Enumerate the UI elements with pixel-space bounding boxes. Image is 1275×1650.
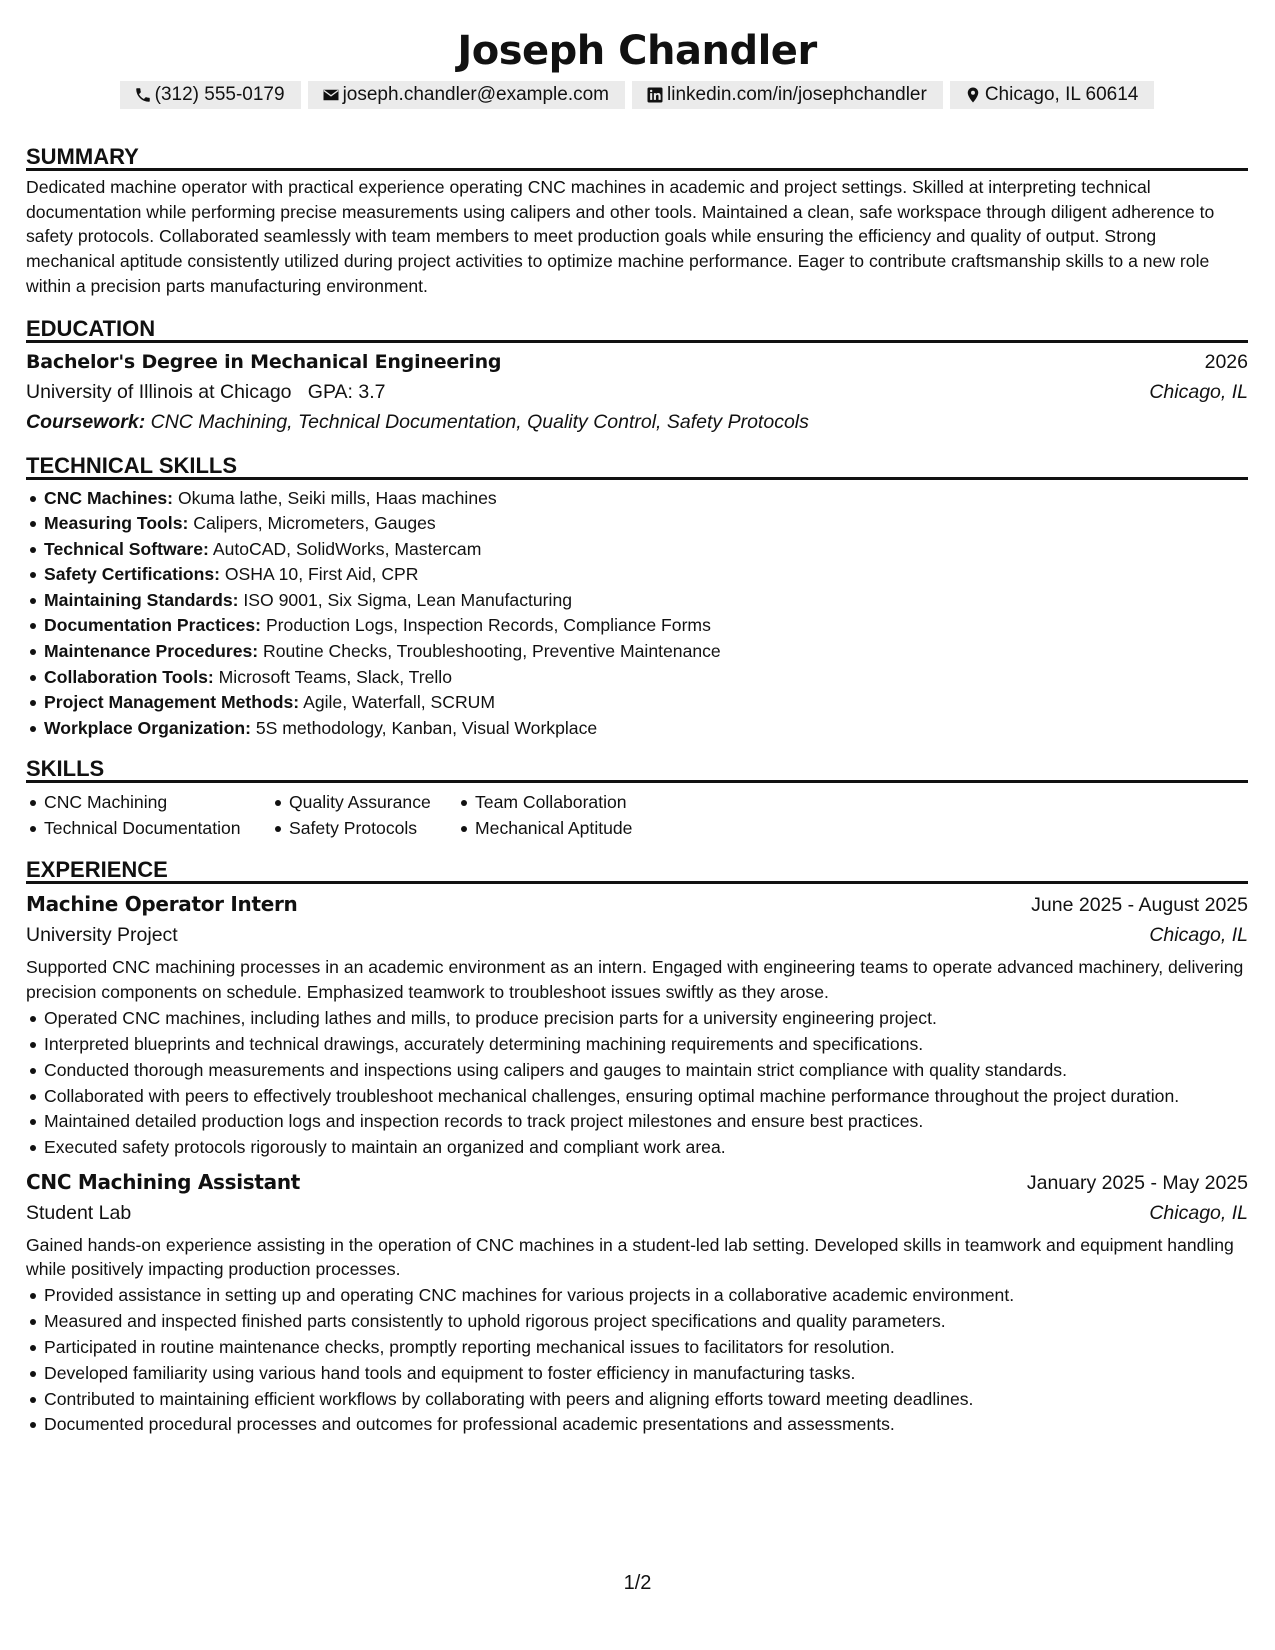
section-title-education: EDUCATION [26,314,1248,343]
resume-page [26,0,1248,1438]
list-item [26,716,1248,742]
summary-text: Dedicated machine operator with practical experience operating CNC machines in academic and project settings. Skilled at interpreting technical documentation while performing precise measurements using calipers and other tools. Maintained a clean, safe workspace through diligent adherence to safety protocols. Collaborated seamlessly with team members to meet production goals while ensuring the efficiency and quality of output. Strong mechanical aptitude consistently utilized during project activities to optimize machine performance. Eager to contribute craftsmanship skills to a new role within a precision parts manufacturing environment. [26,177,1215,296]
list-item [26,690,1248,716]
gpa: GPA: 3.7 [307,380,386,403]
list-item [26,588,1248,614]
job-org: Student Lab [26,1201,132,1224]
contact-phone[interactable] [120,81,301,109]
skill-value: ISO 9001, Six Sigma, Lean Manufacturing [243,589,573,610]
list-item: Interpreted blueprints and technical drawings, accurately determining machining requirements and specifications. [26,1032,1248,1056]
job-dates: January 2025 - May 2025 [1026,1171,1248,1194]
candidate-name: Joseph Chandler [457,28,817,74]
linkedin-text: linkedin.com/in/josephchandler [667,84,927,105]
section-title-technical-skills: TECHNICAL SKILLS [26,451,1248,480]
skill-label: Maintenance Procedures: [44,641,259,662]
skills-column [26,789,271,841]
job-bullets [26,1006,1248,1160]
skill-value: Okuma lathe, Seiki mills, Haas machines [177,487,497,508]
email-text: joseph.chandler@example.com [342,84,609,105]
email-icon [322,86,340,104]
list-item: Measured and inspected finished parts consistently to uphold rigorous project specifications and quality parameters. [26,1309,1248,1333]
job-entry [26,1166,1248,1437]
linkedin-icon [646,86,664,104]
degree-name: Bachelor's Degree in Mechanical Engineering [26,350,502,373]
experience-section [26,855,1248,1436]
list-item: Collaborated with peers to effectively troubleshoot mechanical challenges, ensuring optimal machine performance throughout the project duration. [26,1084,1248,1108]
list-item: Operated CNC machines, including lathes and mills, to produce precision parts for a university engineering project. [26,1006,1248,1030]
list-item [26,486,1248,512]
list-item: Team Collaboration [457,789,632,815]
contact-location[interactable] [950,81,1155,109]
skill-value: Production Logs, Inspection Records, Compliance Forms [265,615,711,636]
location-icon [964,86,982,104]
list-item: CNC Machining [26,789,271,815]
skill-label: Measuring Tools: [44,513,189,534]
coursework-list: CNC Machining, Technical Documentation, Quality Control, Safety Protocols [150,410,809,433]
summary-section [26,142,1248,299]
list-item: Participated in routine maintenance checks, promptly reporting mechanical issues to facilitators for resolution. [26,1335,1248,1359]
job-summary: Gained hands-on experience assisting in the operation of CNC machines in a student-led lab setting. Developed skills in teamwork and equipment handling while positively impacting production processes. [26,1234,1234,1280]
list-item [26,562,1248,588]
contact-linkedin[interactable] [632,81,943,109]
job-title: CNC Machining Assistant [26,1169,301,1194]
job-org-row [26,1198,1248,1228]
list-item: Safety Protocols [271,815,457,841]
list-item: Documented procedural processes and outcomes for professional academic presentations and assessments. [26,1412,1248,1436]
skill-label: Project Management Methods: [44,692,300,713]
skill-label: Technical Software: [44,538,209,559]
phone-text: (312) 555-0179 [154,84,285,105]
skills-column [271,789,457,841]
job-dates: June 2025 - August 2025 [1031,894,1248,917]
section-title-skills: SKILLS [26,754,1248,783]
list-item: Maintained detailed production logs and inspection records to track project milestones and ensure best practices. [26,1109,1248,1133]
school-line [26,377,385,407]
skill-label: Maintaining Standards: [44,589,239,610]
section-title-experience: EXPERIENCE [26,855,1248,884]
skills-section [26,754,1248,841]
technical-skills-section [26,451,1248,742]
school-name: University of Illinois at Chicago [26,380,292,403]
phone-icon [134,86,152,104]
list-item: Mechanical Aptitude [457,815,632,841]
list-item: Developed familiarity using various hand tools and equipment to foster efficiency in manufacturing tasks. [26,1361,1248,1385]
coursework-label: Coursework: [26,410,146,433]
graduation-year: 2026 [1204,350,1248,373]
page-number: 1/2 [623,1572,652,1594]
skill-label: Workplace Organization: [44,717,251,738]
skill-value: Agile, Waterfall, SCRUM [303,692,496,713]
list-item [26,639,1248,665]
skills-grid [26,789,1248,841]
coursework-line [26,407,1248,437]
job-org: University Project [26,924,178,947]
skill-value: OSHA 10, First Aid, CPR [224,564,419,585]
skill-value: 5S methodology, Kanban, Visual Workplace [255,717,598,738]
skill-value: Microsoft Teams, Slack, Trello [218,666,452,687]
skill-value: Routine Checks, Troubleshooting, Preventive Maintenance [263,641,721,662]
skill-value: AutoCAD, SolidWorks, Mastercam [212,538,482,559]
section-title-summary: SUMMARY [26,142,1248,171]
list-item [26,665,1248,691]
list-item [26,511,1248,537]
education-section [26,314,1248,437]
job-entry [26,888,1248,1159]
contact-bar [26,81,1248,109]
list-item: Quality Assurance [271,789,457,815]
location-text: Chicago, IL 60614 [984,84,1139,105]
contact-email[interactable] [308,81,625,109]
skills-column [457,789,632,841]
job-title: Machine Operator Intern [26,892,298,917]
skill-label: Documentation Practices: [44,615,262,636]
list-item: Executed safety protocols rigorously to maintain an organized and compliant work area. [26,1135,1248,1159]
job-bullets [26,1283,1248,1437]
job-location: Chicago, IL [1149,924,1248,947]
list-item: Contributed to maintaining efficient workflows by collaborating with peers and aligning efforts toward meeting deadlines. [26,1387,1248,1411]
job-header [26,888,1248,920]
job-header [26,1166,1248,1198]
skill-label: Collaboration Tools: [44,666,214,687]
job-location: Chicago, IL [1149,1201,1248,1224]
technical-skills-list [26,486,1248,742]
school-location: Chicago, IL [1149,380,1248,403]
list-item: Provided assistance in setting up and operating CNC machines for various projects in a collaborative academic environment. [26,1283,1248,1307]
job-org-row [26,920,1248,950]
list-item [26,537,1248,563]
skill-label: CNC Machines: [44,487,174,508]
school-row [26,377,1248,407]
list-item: Conducted thorough measurements and inspections using calipers and gauges to maintain strict compliance with quality standards. [26,1058,1248,1082]
job-summary: Supported CNC machining processes in an academic environment as an intern. Engaged with engineering teams to operate advanced machinery, delivering precision components on schedule. Emphasized teamwork to troubleshoot issues swiftly as they arose. [26,957,1244,1003]
skill-label: Safety Certifications: [44,564,220,585]
list-item [26,613,1248,639]
list-item: Technical Documentation [26,815,271,841]
skill-value: Calipers, Micrometers, Gauges [193,513,436,534]
education-row [26,347,1248,377]
